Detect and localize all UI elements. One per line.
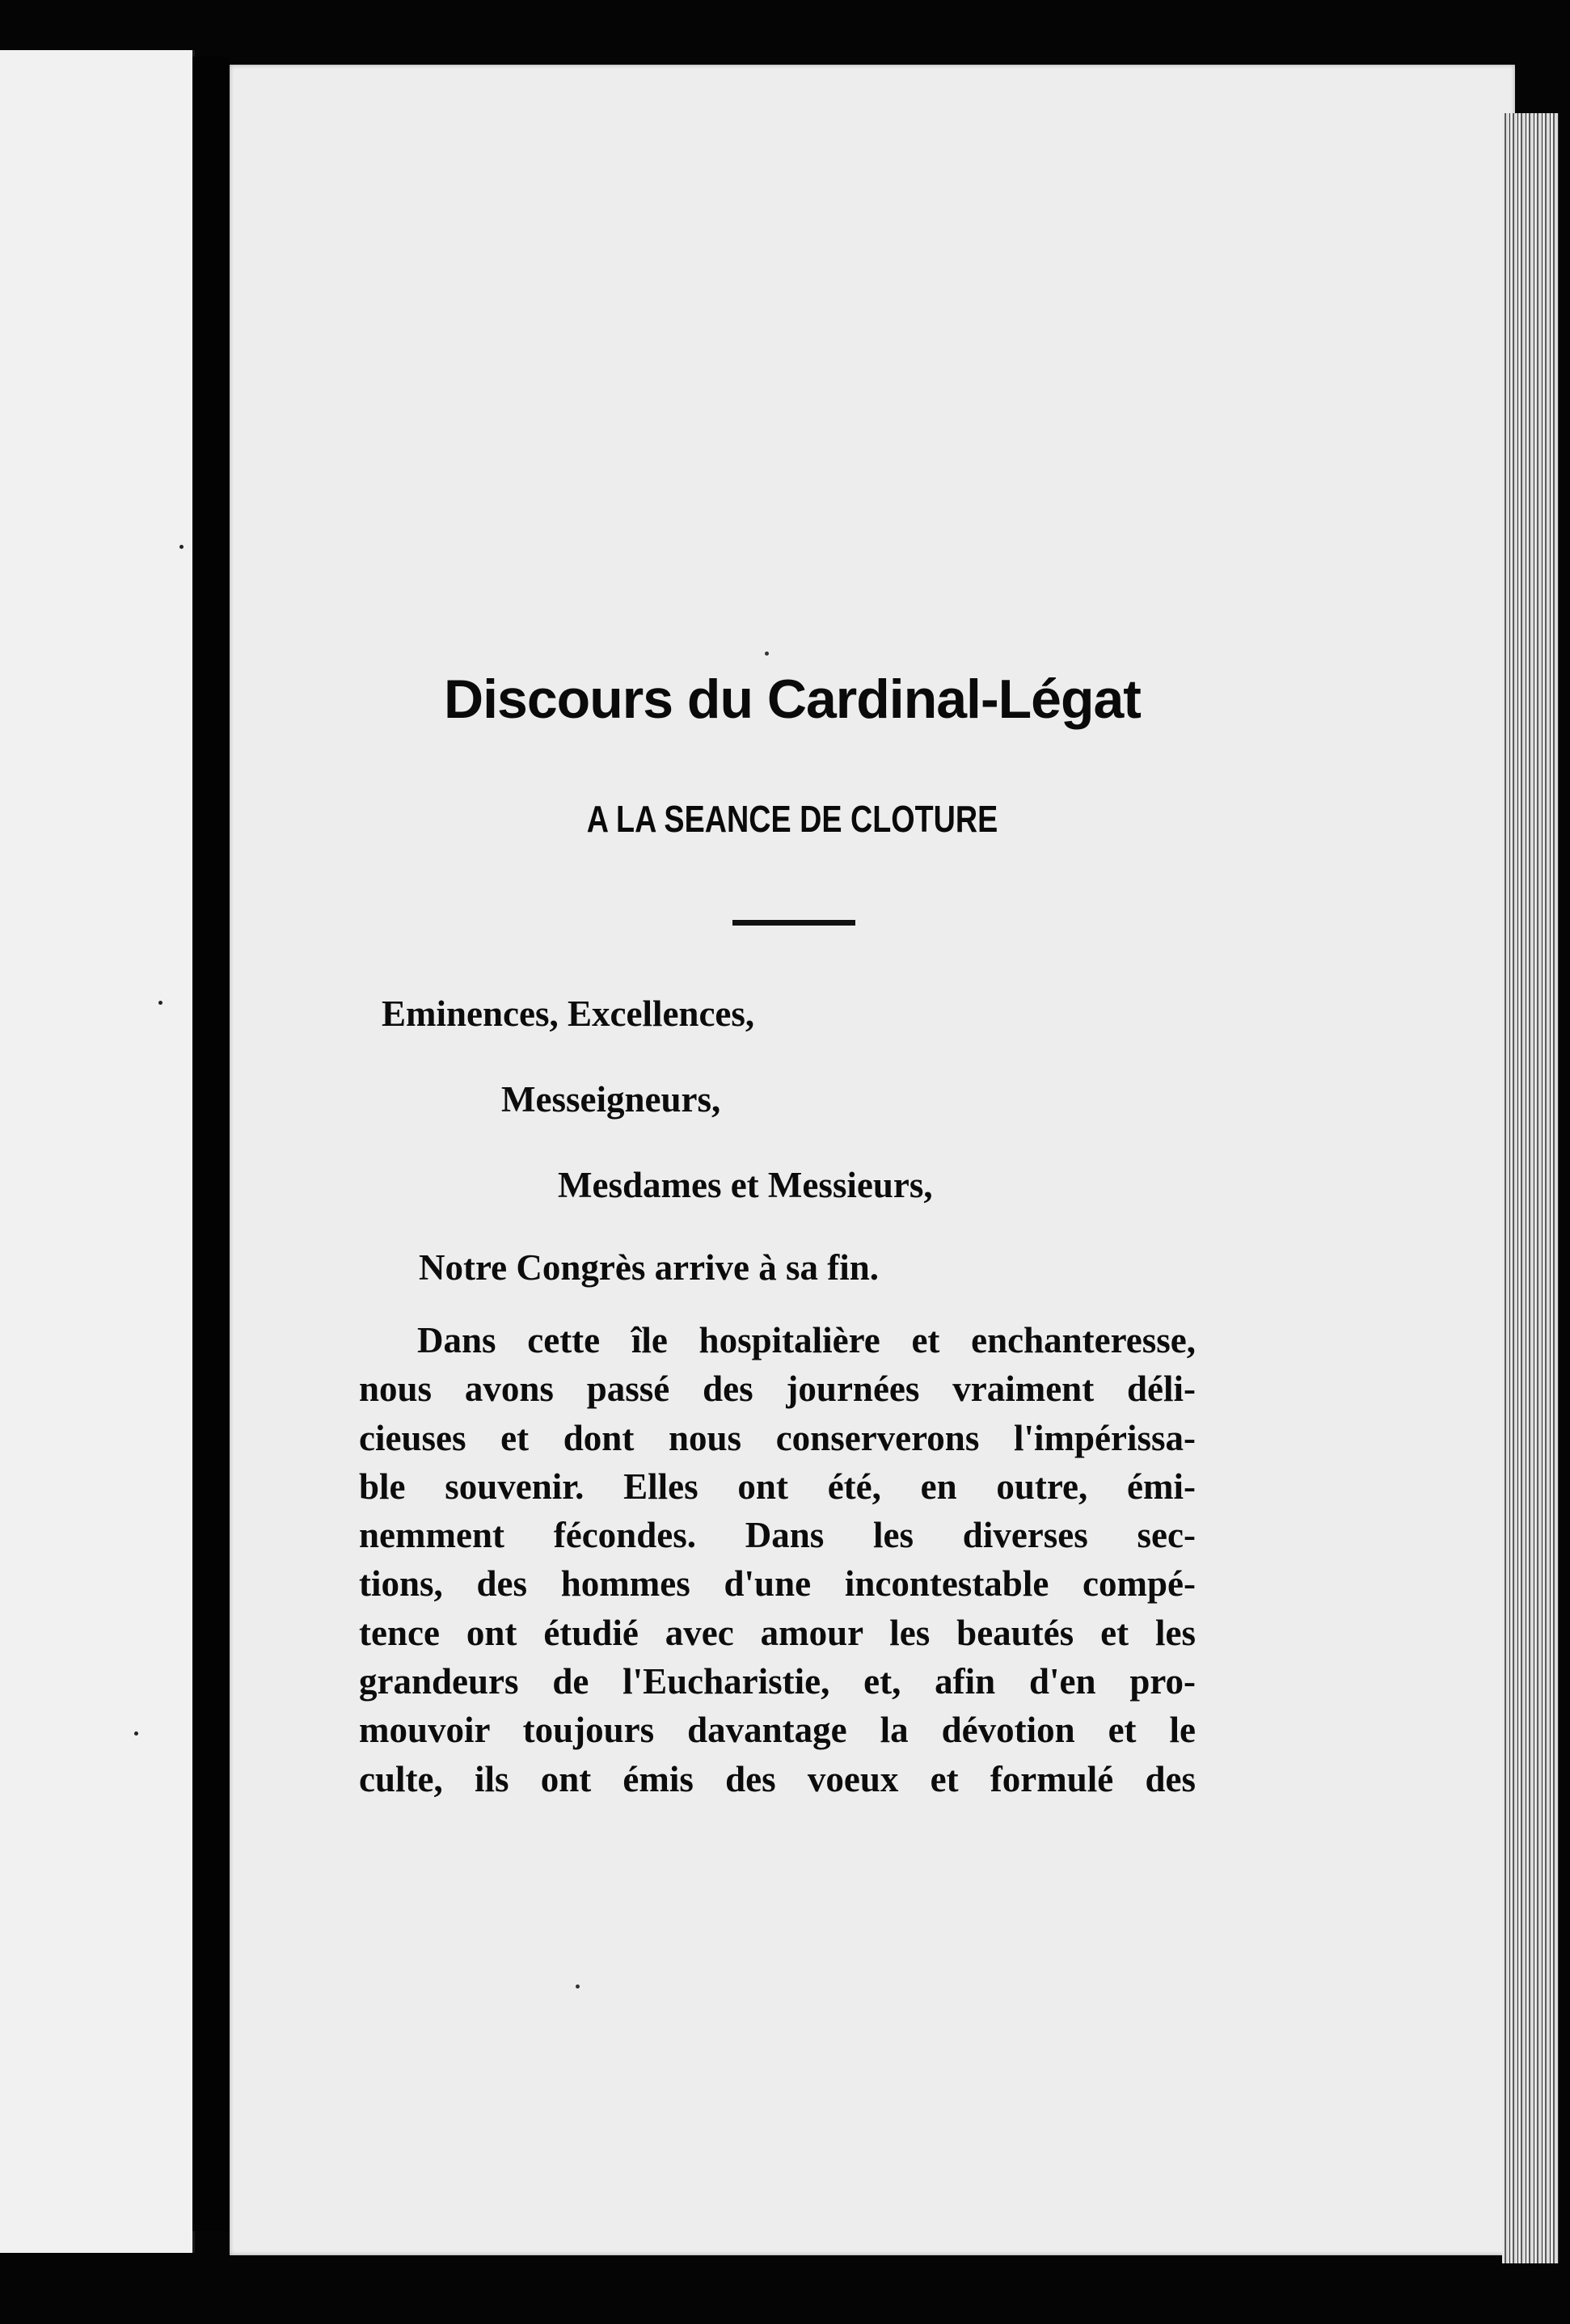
page-title: Discours du Cardinal-Légat — [444, 669, 1141, 730]
paragraph-line: ble souvenir. Elles ont été, en outre, émi- — [359, 1466, 1196, 1507]
scan-speck — [576, 1984, 580, 1989]
page-subtitle: A LA SEANCE DE CLOTURE — [586, 798, 998, 840]
book-page — [230, 65, 1515, 2255]
paragraph-line: tions, des hommes d'une incontestable compé- — [359, 1563, 1196, 1605]
paragraph-line: grandeurs de l'Eucharistie, et, afin d'en pro- — [359, 1661, 1196, 1702]
paragraph-line: tence ont étudié avec amour les beautés et les — [359, 1612, 1196, 1653]
page-edges — [1502, 113, 1559, 2263]
scan-speck — [179, 545, 184, 549]
scan-speck — [765, 652, 769, 656]
salutation-line: Messeigneurs, — [501, 1079, 721, 1120]
opening-line: Notre Congrès arrive à sa fin. — [419, 1247, 880, 1288]
body-paragraph — [359, 1316, 1196, 1803]
paragraph-line: nous avons passé des journées vraiment déli- — [359, 1369, 1196, 1410]
salutation-line: Mesdames et Messieurs, — [558, 1165, 933, 1205]
book-gutter — [192, 57, 230, 2231]
paragraph-line: cieuses et dont nous conserverons l'impérissa- — [359, 1417, 1196, 1458]
paragraph-line: nemment fécondes. Dans les diverses sec- — [359, 1515, 1196, 1556]
title-divider — [732, 920, 855, 926]
paragraph-line: Dans cette île hospitalière et enchanteresse, — [417, 1320, 1196, 1360]
paragraph-line: mouvoir toujours davantage la dévotion et le — [359, 1710, 1196, 1751]
facing-page-left — [0, 50, 195, 2253]
salutation-line: Eminences, Excellences, — [382, 993, 755, 1034]
scan-speck — [158, 1001, 162, 1005]
scan-speck — [134, 1731, 138, 1736]
paragraph-line: culte, ils ont émis des voeux et formulé des — [359, 1758, 1196, 1799]
